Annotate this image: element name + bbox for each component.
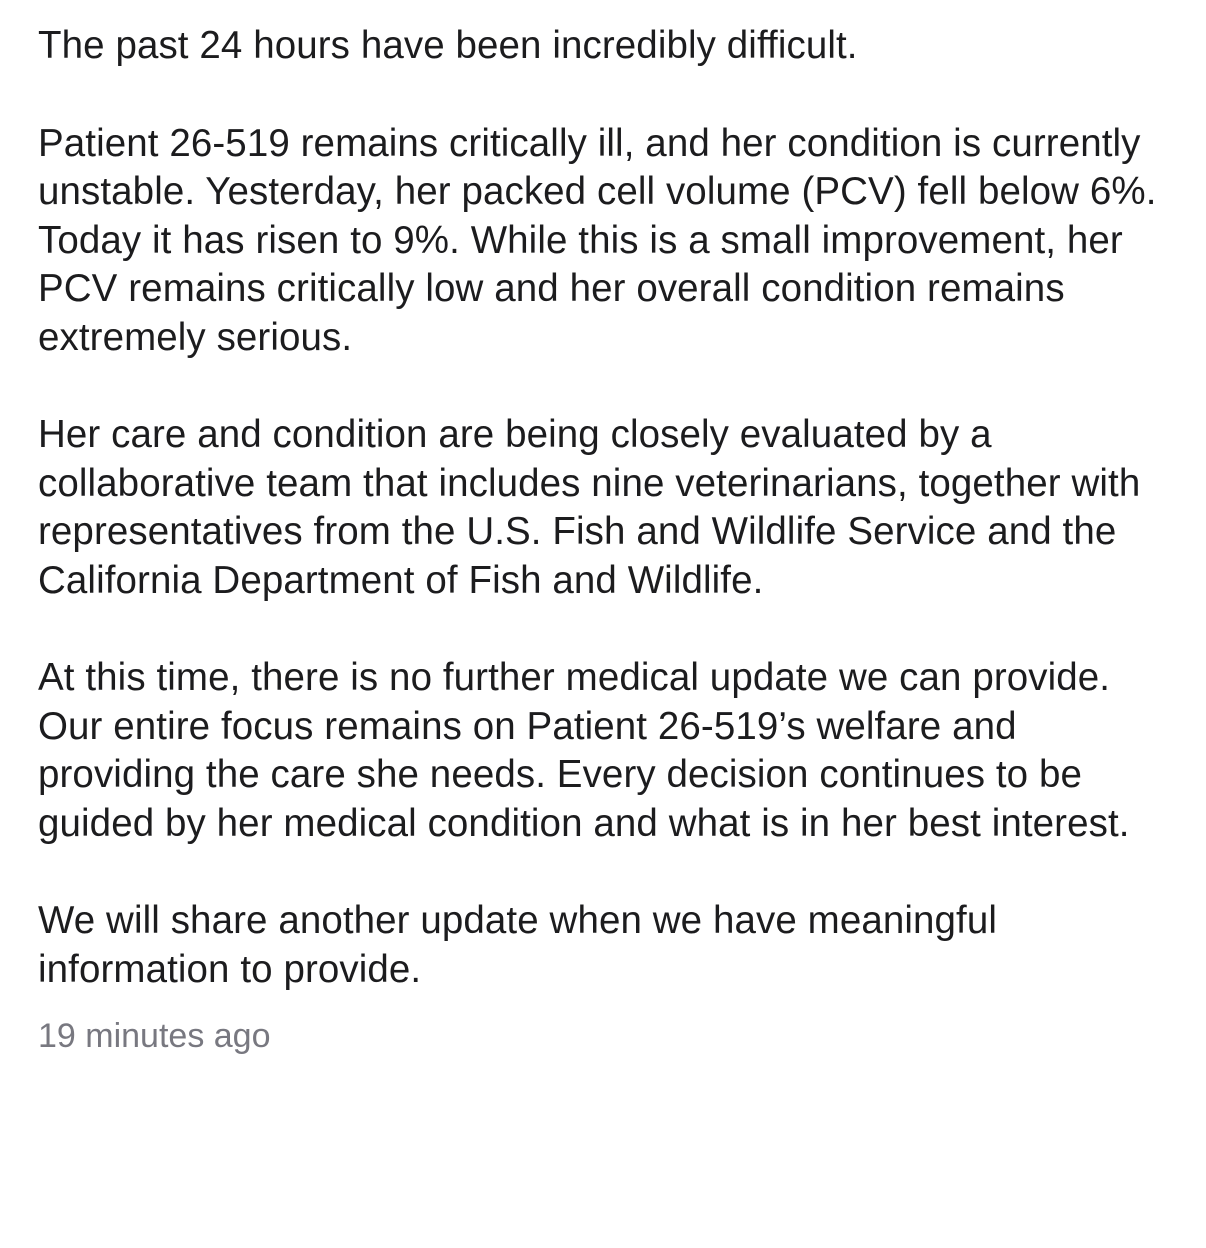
post-paragraph: At this time, there is no further medical update we can provide. Our entire focus remains on Patient 26-519’s welfare and providing the care she needs. Every decision continues to be guided by her medical condition and what is in her best interest. [38, 656, 1130, 845]
post-paragraph: We will share another update when we have meaningful information to provide. [38, 899, 998, 991]
post-paragraph: The past 24 hours have been incredibly difficult. [38, 24, 858, 67]
post-body [38, 22, 1178, 994]
post-paragraph: Patient 26-519 remains critically ill, and her condition is currently unstable. Yesterday, her packed cell volume (PCV) fell below 6%. Today it has risen to 9%. While this is a small improvement, her PCV remains critically low and her overall condition remains extremely serious. [38, 121, 1157, 359]
post-timestamp[interactable]: 19 minutes ago [38, 1017, 271, 1055]
post [38, 22, 1178, 1058]
post-paragraph: Her care and condition are being closely evaluated by a collaborative team that includes nine veterinarians, together with representatives from the U.S. Fish and Wildlife Service and the California Department of Fish and Wildlife. [38, 413, 1141, 602]
